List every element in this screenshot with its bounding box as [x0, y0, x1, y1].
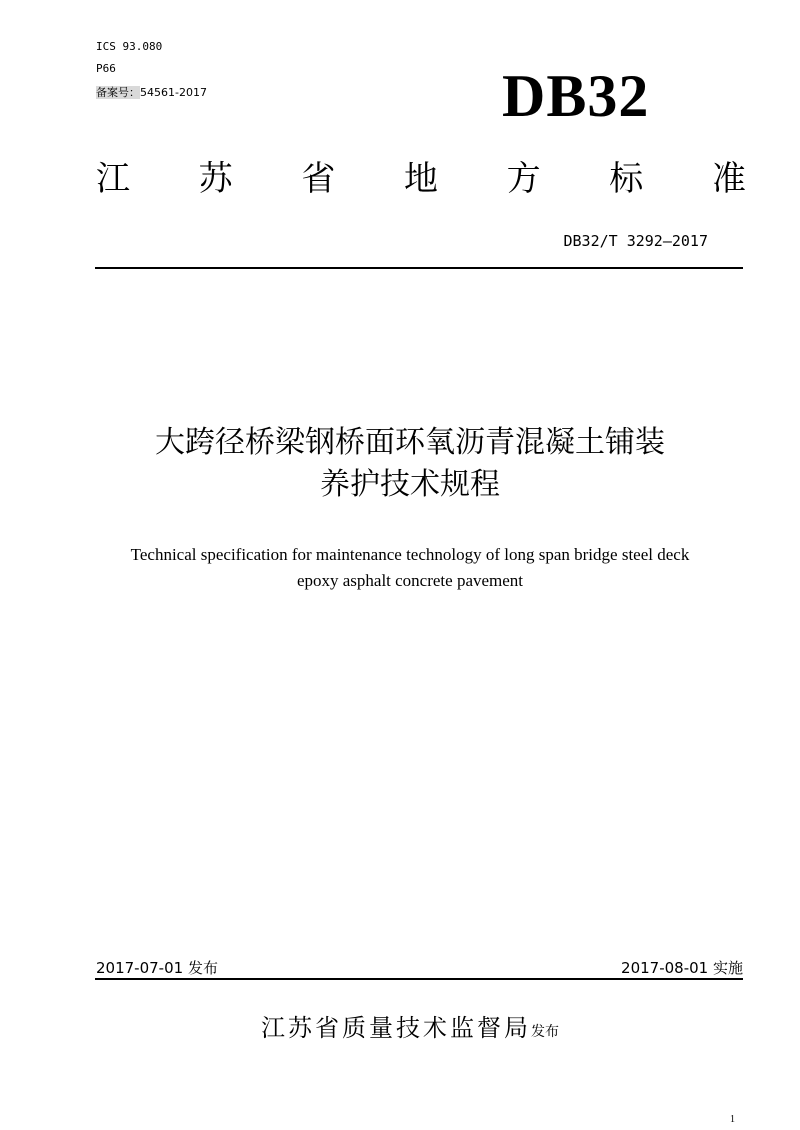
- standard-type-char: 标: [609, 159, 644, 199]
- title-zh-line1: 大跨径桥梁钢桥面环氧沥青混凝土铺装: [155, 425, 665, 460]
- standard-type-char: 江: [96, 159, 130, 199]
- db-code: DB32: [502, 63, 650, 129]
- issuer-suffix: 发布: [531, 1024, 559, 1040]
- footer-divider: [95, 978, 743, 980]
- ics-code: ICS 93.080: [96, 40, 163, 53]
- record-number: [96, 84, 207, 100]
- issuer: [0, 1008, 800, 1043]
- title-english: [0, 542, 800, 594]
- title-en-line2: epoxy asphalt concrete pavement: [296, 571, 524, 590]
- title-zh-line2: 养护技术规程: [320, 467, 500, 502]
- standard-number: DB32/T 3292—2017: [563, 232, 708, 250]
- implement-date: 2017-08-01 实施: [621, 959, 743, 977]
- classification-code: P66: [96, 62, 116, 75]
- standard-type-char: 方: [506, 159, 541, 199]
- header-divider: [95, 267, 743, 269]
- standard-type-char: 省: [301, 159, 336, 199]
- publish-date: 2017-07-01 发布: [96, 959, 218, 977]
- standard-type-char: 地: [403, 159, 438, 199]
- standard-type: [96, 154, 746, 204]
- standard-type-char: 苏: [198, 159, 233, 199]
- issuer-name: 江苏省质量技术监督局: [261, 1014, 531, 1042]
- standard-type-char: 准: [711, 159, 746, 199]
- title-en-line1: Technical specification for maintenance technology of long span bridge steel deck: [130, 545, 690, 564]
- record-label: 备案号：: [96, 86, 140, 99]
- page-number: 1: [730, 1114, 735, 1125]
- title-chinese: [0, 422, 800, 506]
- record-value: 54561-2017: [140, 86, 207, 99]
